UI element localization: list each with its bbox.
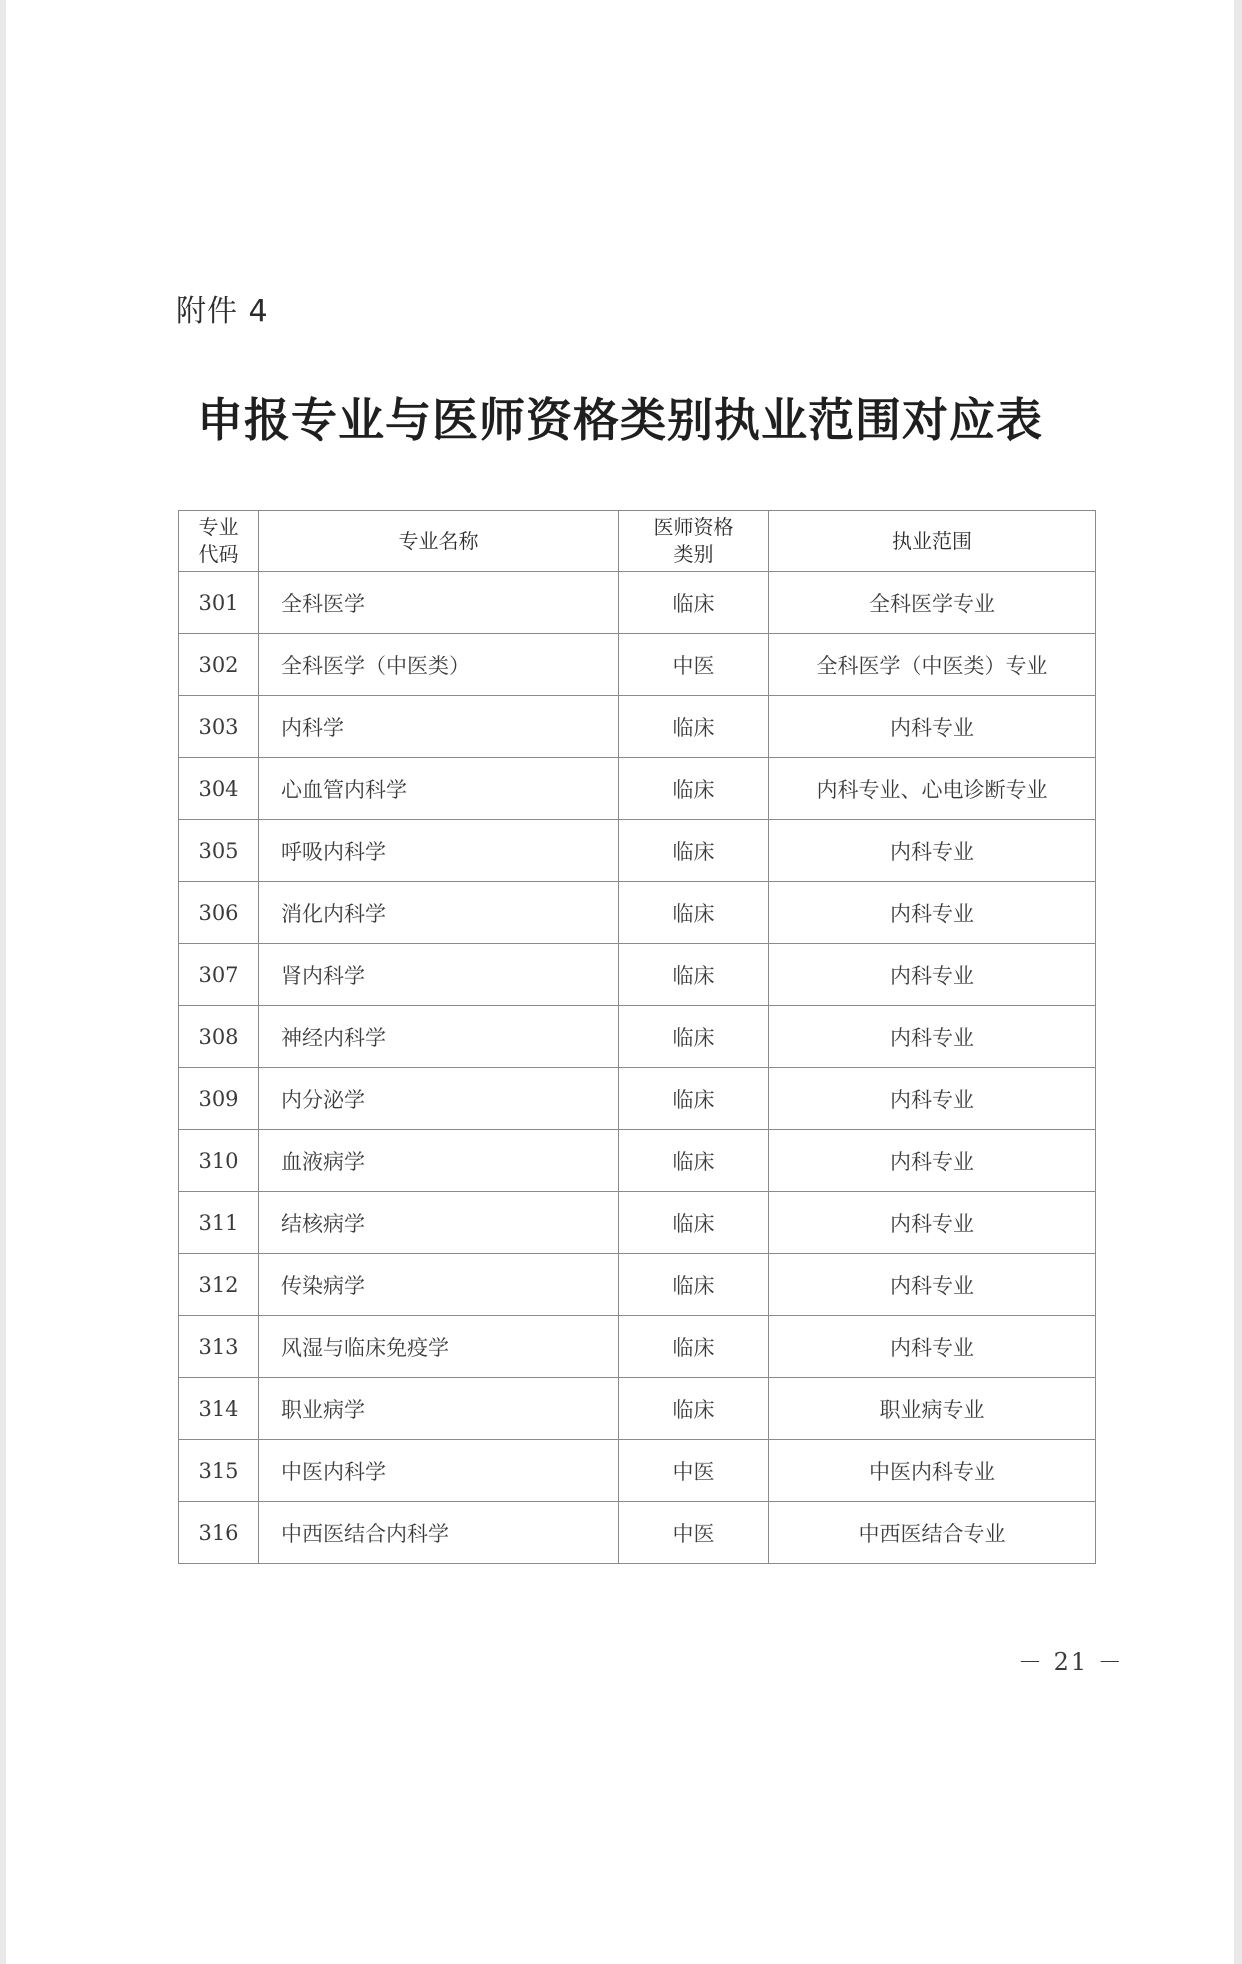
cell-name: 呼吸内科学 xyxy=(259,820,619,882)
cell-code: 309 xyxy=(179,1068,259,1130)
cell-category: 中医 xyxy=(619,634,769,696)
cell-category: 临床 xyxy=(619,1068,769,1130)
cell-name: 心血管内科学 xyxy=(259,758,619,820)
table-row xyxy=(179,1006,1096,1068)
table-row xyxy=(179,1502,1096,1564)
cell-name: 神经内科学 xyxy=(259,1006,619,1068)
cell-code: 303 xyxy=(179,696,259,758)
document-title: 申报专业与医师资格类别执业范围对应表 xyxy=(197,393,1043,447)
table-body xyxy=(179,572,1096,1564)
cell-name: 血液病学 xyxy=(259,1130,619,1192)
cell-category: 临床 xyxy=(619,1006,769,1068)
cell-name: 内科学 xyxy=(259,696,619,758)
header-name: 专业名称 xyxy=(259,511,619,572)
cell-category: 临床 xyxy=(619,820,769,882)
cell-category: 临床 xyxy=(619,1130,769,1192)
cell-scope: 中西医结合专业 xyxy=(769,1502,1096,1564)
cell-category: 临床 xyxy=(619,1192,769,1254)
cell-code: 305 xyxy=(179,820,259,882)
cell-code: 315 xyxy=(179,1440,259,1502)
cell-code: 316 xyxy=(179,1502,259,1564)
cell-name: 内分泌学 xyxy=(259,1068,619,1130)
cell-category: 临床 xyxy=(619,572,769,634)
cell-scope: 内科专业 xyxy=(769,1068,1096,1130)
table-row xyxy=(179,634,1096,696)
header-code: 专业 代码 xyxy=(179,511,259,572)
table-row xyxy=(179,758,1096,820)
cell-category: 临床 xyxy=(619,1378,769,1440)
cell-category: 中医 xyxy=(619,1440,769,1502)
table-header-row xyxy=(179,511,1096,572)
cell-scope: 中医内科专业 xyxy=(769,1440,1096,1502)
page-number: － 21 － xyxy=(1018,1648,1124,1676)
cell-scope: 内科专业 xyxy=(769,1192,1096,1254)
table-row xyxy=(179,1068,1096,1130)
cell-code: 311 xyxy=(179,1192,259,1254)
document-page xyxy=(6,0,1234,1964)
cell-code: 308 xyxy=(179,1006,259,1068)
cell-category: 临床 xyxy=(619,1316,769,1378)
cell-scope: 内科专业 xyxy=(769,944,1096,1006)
cell-category: 临床 xyxy=(619,758,769,820)
cell-name: 消化内科学 xyxy=(259,882,619,944)
cell-scope: 内科专业 xyxy=(769,820,1096,882)
cell-category: 中医 xyxy=(619,1502,769,1564)
attachment-label: 附件 4 xyxy=(176,294,269,329)
cell-code: 313 xyxy=(179,1316,259,1378)
table-row xyxy=(179,820,1096,882)
cell-code: 307 xyxy=(179,944,259,1006)
table-row xyxy=(179,944,1096,1006)
cell-category: 临床 xyxy=(619,882,769,944)
cell-name: 传染病学 xyxy=(259,1254,619,1316)
table-row xyxy=(179,882,1096,944)
table-row xyxy=(179,696,1096,758)
cell-code: 310 xyxy=(179,1130,259,1192)
cell-code: 302 xyxy=(179,634,259,696)
cell-scope: 内科专业 xyxy=(769,1316,1096,1378)
table-row xyxy=(179,1378,1096,1440)
cell-name: 职业病学 xyxy=(259,1378,619,1440)
header-category: 医师资格 类别 xyxy=(619,511,769,572)
cell-scope: 内科专业、心电诊断专业 xyxy=(769,758,1096,820)
cell-scope: 全科医学（中医类）专业 xyxy=(769,634,1096,696)
cell-name: 全科医学（中医类） xyxy=(259,634,619,696)
cell-name: 肾内科学 xyxy=(259,944,619,1006)
cell-scope: 职业病专业 xyxy=(769,1378,1096,1440)
table-row xyxy=(179,1316,1096,1378)
cell-scope: 内科专业 xyxy=(769,1130,1096,1192)
cell-category: 临床 xyxy=(619,1254,769,1316)
cell-code: 312 xyxy=(179,1254,259,1316)
table-row xyxy=(179,1254,1096,1316)
cell-name: 结核病学 xyxy=(259,1192,619,1254)
cell-name: 中医内科学 xyxy=(259,1440,619,1502)
cell-name: 中西医结合内科学 xyxy=(259,1502,619,1564)
table-row xyxy=(179,572,1096,634)
table-row xyxy=(179,1440,1096,1502)
table-row xyxy=(179,1130,1096,1192)
cell-scope: 全科医学专业 xyxy=(769,572,1096,634)
cell-name: 全科医学 xyxy=(259,572,619,634)
table-row xyxy=(179,1192,1096,1254)
specialty-scope-table xyxy=(178,510,1096,1564)
cell-name: 风湿与临床免疫学 xyxy=(259,1316,619,1378)
cell-code: 304 xyxy=(179,758,259,820)
cell-code: 301 xyxy=(179,572,259,634)
cell-scope: 内科专业 xyxy=(769,1006,1096,1068)
cell-scope: 内科专业 xyxy=(769,696,1096,758)
cell-category: 临床 xyxy=(619,696,769,758)
cell-scope: 内科专业 xyxy=(769,882,1096,944)
cell-code: 306 xyxy=(179,882,259,944)
cell-category: 临床 xyxy=(619,944,769,1006)
header-scope: 执业范围 xyxy=(769,511,1096,572)
cell-code: 314 xyxy=(179,1378,259,1440)
cell-scope: 内科专业 xyxy=(769,1254,1096,1316)
